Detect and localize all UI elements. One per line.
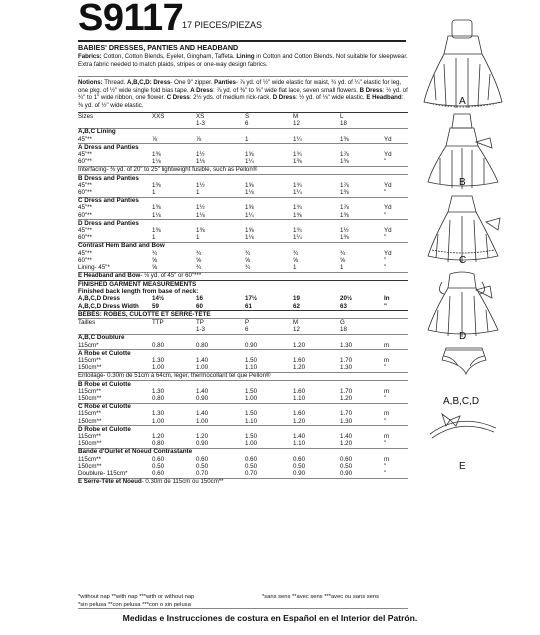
dress-a-illustration [424,20,502,108]
table-cell: 0.80 [152,394,165,402]
table-cell: 1.70 [340,387,353,395]
table-cell: 0.70 [196,469,209,477]
table-cell: 60"** [78,256,92,264]
table-cell: 1.30 [340,417,353,425]
table-cell: 63 [340,302,347,310]
divider [78,608,408,609]
table-cell: 60 [196,302,203,310]
table-cell: Yd [384,135,392,143]
table-cell: M [293,318,299,326]
table-cell: ¾ [293,249,299,257]
table-cell: 12 [293,326,300,334]
table-cell: In [384,295,390,303]
table-cell: 1¼ [293,135,302,143]
table-cell: 115cm** [78,356,101,364]
table-cell: P [245,318,250,326]
table-cell: 1 [152,189,156,196]
table-cell: 1.30 [340,364,353,372]
table-cell: 150cm** [78,394,102,402]
section-note: Entoilage- 0.30m de 51cm à 64cm, léger, thermocollant tel que Pellon® [78,372,271,380]
section-title: C Dress and Panties [78,197,139,205]
table-cell: " [384,462,387,470]
table-cell: 1 [196,189,200,196]
table-cell: 1 [293,264,297,271]
table-cell: 1.40 [196,387,209,395]
table-cell: 1.10 [245,364,258,372]
table-cell: m [384,410,390,418]
table-cell: 18 [340,326,347,334]
table-cell: ⅝ [340,256,346,264]
section-note: E Serre-Tête et Noeud- 0.30m de 115cm ou 150cm** [78,478,224,486]
table-cell: 1.30 [152,410,165,418]
table-cell: Yd [384,204,392,212]
table-cell: 17½ [245,295,258,303]
table-cell: 1.20 [152,432,165,440]
table-cell: 1.10 [293,394,306,402]
table-cell: " [384,264,387,271]
table-cell: 0.60 [152,469,165,477]
table-cell: ¾ [196,264,202,271]
table-cell: 0.60 [196,455,209,463]
table-cell: 45"** [78,249,92,257]
table-cell: 19 [293,295,300,303]
section-title: Finished back length from base of neck: [78,288,199,296]
table-cell: 1⅛ [245,189,254,196]
table-cell: 1⅜ [340,158,349,166]
table-cell: S [245,113,250,120]
table-cell: 1½ [196,204,205,212]
section-title: Bande d'Ourlet et Noeud Contrastante [78,448,193,456]
table-cell: 1⅞ [340,181,349,189]
table-cell: 1⅜ [293,211,302,219]
table-cell: 1-3 [196,120,205,128]
table-cell: 61 [245,302,252,310]
table-cell: Sizes [78,113,94,120]
table-cell: 16 [196,295,203,303]
section-title: D Dress and Panties [78,219,139,227]
footnote-french: *sans sens **avec sens ***avec ou sans sens [262,594,379,600]
table-cell: 1.00 [245,440,258,448]
table-cell: L [340,113,344,120]
table-cell: 115cm** [78,432,101,440]
table-cell: 0.60 [152,455,165,463]
table-cell: 1½ [196,181,205,189]
table-cell: 60"** [78,211,92,219]
table-cell: 1¼ [245,211,254,219]
table-cell: 0.60 [340,455,353,463]
section-title: Contrast Hem Band and Bow [78,242,165,250]
section-title: D Robe et Culotte [78,425,131,433]
table-cell: 1.00 [152,417,165,425]
table-cell: ¾ [245,264,251,271]
footnote-spanish: *sin pelusa **con pelusa ***con o sin pelusa [78,602,191,608]
spanish-instructions-note: Medidas e Instrucciones de costura en Español en el Interior del Patrón. [122,613,418,623]
table-cell: " [384,364,387,372]
table-cell: 1⅛ [152,211,161,219]
table-cell: 115cm** [78,455,101,463]
table-cell: ¾ [340,249,346,257]
table-cell: 1.60 [293,387,306,395]
table-cell: G [340,318,345,326]
table-cell: 1.70 [340,410,353,418]
table-cell: 1.50 [245,387,258,395]
table-cell: 1.20 [293,341,306,349]
table-cell: 1⅞ [340,151,349,158]
divider [78,76,408,77]
table-cell: 62 [293,302,300,310]
header-rule [78,40,406,42]
table-cell: 1¾ [293,227,302,234]
table-cell: " [384,417,387,425]
table-cell: m [384,341,390,349]
table-cell: 1¾ [293,204,302,212]
table-cell: 1⅝ [245,227,254,234]
table-cell: M [293,113,299,120]
table-cell: 1⅜ [152,204,161,212]
table-cell: 1⅜ [196,227,205,234]
table-cell: " [384,256,387,264]
view-label-a: A [459,96,466,107]
table-cell: 1.20 [340,394,353,402]
pattern-title: BABIES' DRESSES, PANTIES AND HEADBAND [78,43,239,52]
table-cell: 150cm** [78,440,102,448]
table-cell: 1.20 [196,432,209,440]
table-cell: 1⅜ [152,227,161,234]
table-cell: " [384,394,387,402]
table-cell: 1.00 [196,417,209,425]
section-title: B Dress and Panties [78,174,139,182]
table-cell: 6 [245,120,249,128]
table-cell: 1.50 [245,356,258,364]
table-cell: Doublure- 115cm* [78,469,128,477]
table-cell: 1¾ [293,151,302,158]
section-title: A,B,C Lining [78,128,116,136]
table-cell: 0.60 [245,455,258,463]
table-cell: 1⅞ [340,204,349,212]
table-cell: 0.90 [293,469,306,477]
table-cell: 115cm* [78,341,99,349]
section-title: C Robe et Culotte [78,403,131,411]
table-cell: 1¼ [293,189,302,196]
table-cell: 1⅝ [245,204,254,212]
table-cell: 1.40 [340,432,353,440]
table-cell: 0.80 [152,440,165,448]
table-cell: " [384,234,387,242]
view-label-b: B [459,177,466,188]
table-cell: 1.40 [293,432,306,440]
table-cell: 1.10 [293,440,306,448]
section-note: Interfacing- ⅜ yd. of 20" to 25" lightweight fusible, such as Pellon® [78,166,258,174]
table-cell: 6 [245,326,249,334]
table-cell: 1⅜ [340,211,349,219]
table-cell: Yd [384,181,392,189]
table-cell: 0.50 [245,462,258,470]
table-cell: ⅝ [152,256,158,264]
table-cell: 18 [340,120,347,128]
table-cell: ¾ [152,249,158,257]
table-cell: 1.40 [196,410,209,418]
table-cell: " [384,158,387,166]
table-cell: 150cm** [78,462,102,470]
table-cell: 1½ [340,227,349,234]
table-cell: 1.60 [293,410,306,418]
table-cell: 1.20 [293,364,306,372]
table-cell: 1⅜ [152,181,161,189]
notions-paragraph: Notions: Thread. A,B,C,D: Dress- One 9" zipper. Panties- ⅞ yd. of ½" wide elastic for waist, ¾ yd. of ¼" elastic for leg, one pkg. of ½" wide single fold bias tape. A Dress: ⅞ yd. of ⅜" to ⅝" wide flat lace, seven small flowers. B Dress: ½ yd. of ¾" to 1" wide ribbon, one flower. C Dress: 2½ yds. of medium rick-rack. D Dress: ½ yd. of ⅛" wide elastic. E Headband: ⅜ yd. of ½" wide elastic. [78,79,408,109]
table-cell: 1⅛ [152,158,161,166]
table-cell: 1.40 [196,356,209,364]
table-cell: 1.00 [196,364,209,372]
table-cell: 0.90 [196,394,209,402]
panties-illustration [442,348,486,374]
table-cell: TTP [152,318,164,326]
table-cell: " [384,440,387,448]
table-cell: 1.30 [152,387,165,395]
table-cell: 0.50 [340,462,353,470]
table-cell: ⅝ [152,264,158,271]
table-cell: 1.50 [245,432,258,440]
table-cell: 12 [293,120,300,128]
table-cell: 0.80 [196,341,209,349]
table-cell: ¾ [245,249,251,257]
table-cell: 1⅜ [293,158,302,166]
table-cell: 1⅜ [340,135,349,143]
section-title: FINISHED GARMENT MEASUREMENTS [78,280,197,288]
table-cell: 1⅝ [245,151,254,158]
table-cell: 1¼ [245,158,254,166]
table-cell: 1.30 [340,341,353,349]
section-title: A,B,C Doublure [78,334,125,342]
section-title: BÉBÉS: ROBES, CULOTTE ET SERRE-TÊTE [78,311,211,319]
section-title: B Robe et Culotte [78,380,131,388]
table-cell: 1.70 [340,356,353,364]
table-cell: 150cm** [78,364,102,372]
table-cell: 45"** [78,227,92,234]
table-cell: 60"** [78,234,92,242]
view-label-abcd: A,B,C,D [443,396,480,407]
table-cell: 1⅝ [245,181,254,189]
table-cell: 0.60 [293,455,306,463]
table-cell: 59 [152,302,159,310]
pieces-count: 17 PIECES/PIEZAS [182,20,263,30]
table-cell: XXS [152,113,165,120]
table-cell: A,B,C,D Dress [78,295,120,303]
fabrics-paragraph: Fabrics: Cotton, Cotton Blends, Eyelet, Gingham, Taffeta. Lining in Cotton and Cotton Blends. Not suitable for sleepwear. Extra fabric needed to match plaids, stripes or one-way design fabrics. [78,53,408,68]
table-cell: 1.10 [245,417,258,425]
table-cell: 1¼ [293,234,302,242]
section-title: A Robe et Culotte [78,349,131,357]
view-label-e: E [459,461,466,472]
table-cell: 0.70 [245,469,258,477]
table-cell: Yd [384,151,392,158]
table-cell: 1⅜ [340,189,349,196]
table-cell: 0.90 [245,341,258,349]
table-cell: 1.50 [245,410,258,418]
table-cell: 45"** [78,181,92,189]
table-cell: 1½ [196,151,205,158]
table-cell: 1⅜ [340,234,349,242]
table-cell: ⅞ [152,135,158,143]
section-note: E Headband and Bow- ⅛ yd. of 45" or 60"*** [78,272,202,280]
table-cell: ⅞ [196,135,202,143]
table-cell: Yd [384,227,392,234]
dress-c-illustration [428,196,500,263]
table-cell: 1.20 [340,440,353,448]
table-cell: XS [196,113,205,120]
table-cell: 1⅜ [152,151,161,158]
table-cell: 45"** [78,204,92,212]
table-cell: 1.20 [293,417,306,425]
table-cell: 1-3 [196,326,205,334]
table-cell: 45"** [78,151,92,158]
pattern-number: S9117 [78,0,184,39]
table-cell: 60"** [78,189,92,196]
table-cell: ⅝ [196,256,202,264]
table-cell: 150cm** [78,417,102,425]
footnote-english: *without nap **with nap ***with or without nap [78,594,195,600]
view-illustrations [410,14,520,454]
divider [78,128,408,129]
table-cell: 1¾ [293,181,302,189]
table-cell: 1.00 [152,364,165,372]
table-cell: 1⅛ [196,211,205,219]
table-cell: 1 [196,234,200,242]
table-cell: m [384,432,390,440]
table-cell: 14½ [152,295,165,303]
table-cell: m [384,455,390,463]
table-cell: 0.90 [340,469,353,477]
table-cell: " [384,211,387,219]
table-cell: 60"** [78,158,92,166]
table-cell: m [384,387,390,395]
view-label-c: C [459,255,467,266]
table-cell: " [384,189,387,196]
table-cell: 1.00 [245,394,258,402]
table-cell: 0.80 [152,341,165,349]
table-cell: 1 [340,264,344,271]
dress-d-illustration [428,272,498,337]
table-cell: 1 [245,135,249,143]
table-cell: 0.50 [196,462,209,470]
section-title: A Dress and Panties [78,143,139,151]
table-cell: " [384,302,387,310]
table-cell: 45"** [78,135,92,143]
divider [78,334,408,335]
table-cell: 0.90 [196,440,209,448]
table-cell: 1⅛ [245,234,254,242]
table-cell: " [384,469,387,477]
table-cell: 1.60 [293,356,306,364]
table-cell: 115cm** [78,387,101,395]
table-cell: m [384,356,390,364]
table-cell: 0.50 [152,462,165,470]
table-cell: ¾ [196,249,202,257]
table-cell: 0.50 [293,462,306,470]
table-cell: Tailles [78,318,96,326]
table-cell: 20½ [340,295,353,303]
table-cell: TP [196,318,204,326]
table-cell: 1.30 [152,356,165,364]
headband-illustration [430,414,496,438]
table-cell: ⅝ [293,256,299,264]
table-cell: 115cm** [78,410,101,418]
table-cell: 1⅛ [196,158,205,166]
view-label-d: D [459,331,467,342]
table-cell: Yd [384,249,392,257]
table-cell: ⅝ [245,256,251,264]
table-cell: 1 [152,234,156,242]
table-cell: A,B,C,D Dress Width [78,302,139,310]
table-cell: Lining- 45"* [78,264,110,271]
